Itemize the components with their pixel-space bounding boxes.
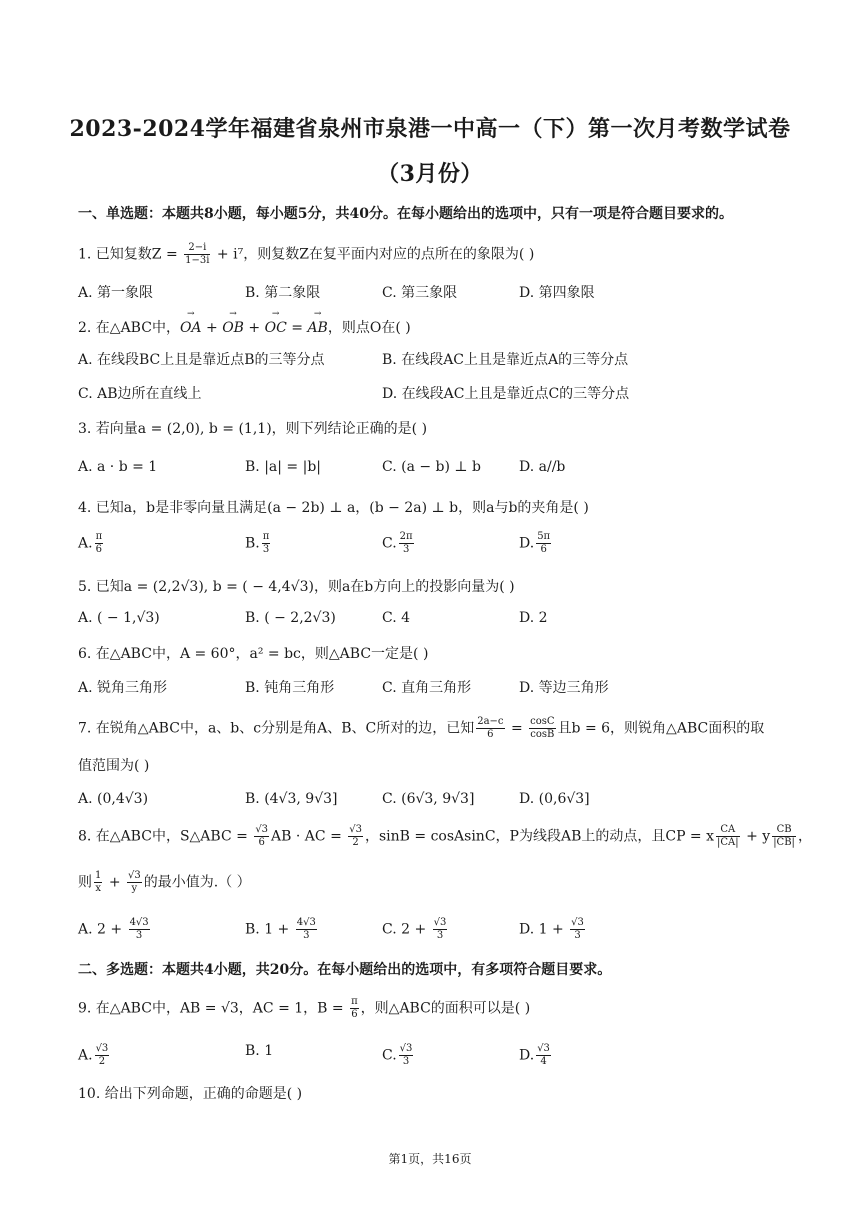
q2-text-end: ，则点O在( ) (327, 320, 411, 336)
question-9: 9. 在△ABC中，AB = √3，AC = 1，B = $\frac{\pi}{6}$ ，则△ABC的面积可以是( ) (78, 996, 531, 1020)
q2-options-row2 (78, 383, 818, 407)
q7-option-c[interactable]: C. (6√3, 9√3] (382, 791, 475, 807)
q5-option-a[interactable]: A. ( − 1,√3) (78, 610, 160, 626)
q5-option-c[interactable]: C. 4 (382, 610, 411, 626)
q4-option-b[interactable]: B. $\frac{\pi}{3}$ (245, 531, 270, 555)
q6-option-b[interactable]: B. 钝角三角形 (245, 680, 335, 696)
q8-option-c[interactable]: C. 2 + $\frac{√3}{3}$ (382, 917, 447, 941)
question-5: 5. 已知a = (2,2√3), b = ( − 4,4√3)，则a在b方向上的投影向量为( ) (78, 579, 515, 595)
q2-option-b[interactable]: B. 在线段AC上且是靠近点A的三等分点 (382, 352, 629, 368)
q4-option-d[interactable]: D. $\frac{5\pi}{6}$ (519, 531, 551, 555)
q1-option-b[interactable]: B. 第二象限 (245, 285, 321, 301)
question-10: 10. 给出下列命题，正确的命题是( ) (78, 1086, 303, 1102)
q2-option-c[interactable]: C. AB边所在直线上 (78, 386, 202, 402)
q3-options (78, 459, 818, 483)
question-7-line1: 7. 在锐角△ABC中，a、b、c分别是角A、B、C所对的边，已知 $\frac{2a-c}{6}$ = $\frac{\cos C}{\cos B}$ 且b = 6，则锐角△ABC面积的取 (78, 716, 765, 740)
q1-text-end: + i⁷，则复数Z在复平面内对应的点所在的象限为( ) (212, 246, 535, 263)
q5-option-b[interactable]: B. ( − 2,2√3) (245, 610, 336, 626)
q9-option-d[interactable]: D. $\frac{√3}{4}$ (519, 1043, 550, 1067)
q5-option-d[interactable]: D. 2 (519, 610, 548, 626)
exam-title-line2: （3月份） (377, 161, 483, 187)
q9-option-a[interactable]: A. $\frac{√3}{2}$ (78, 1043, 109, 1067)
q4-option-c[interactable]: C. $\frac{2\pi}{3}$ (382, 531, 413, 555)
q4-options (78, 531, 818, 555)
q7-options (78, 791, 818, 815)
q6-option-c[interactable]: C. 直角三角形 (382, 680, 472, 696)
question-8-line1: 8. 在△ABC中，S△ABC = $\frac{√3}{6}$ AB · AC = $\frac{√3}{2}$ ，sinB = cosAsinC，P为线段AB上的动点，且CP = x $\frac{CA}{|CA|}$ + y $\frac{CB}{|CB|}$ ， (78, 824, 812, 848)
q9-option-b[interactable]: B. 1 (245, 1043, 274, 1059)
q7-option-b[interactable]: B. (4√3, 9√3] (245, 791, 338, 807)
question-7-line2: 值范围为( ) (78, 758, 150, 774)
q2-option-d[interactable]: D. 在线段AC上且是靠近点C的三等分点 (382, 386, 630, 402)
q2-option-a[interactable]: A. 在线段BC上且是靠近点B的三等分点 (78, 352, 325, 368)
question-4: 4. 已知a，b是非零向量且满足(a − 2b) ⊥ a，(b − 2a) ⊥ b，则a与b的夹角是( ) (78, 500, 589, 516)
q3-option-a[interactable]: A. a · b = 1 (78, 459, 158, 475)
q8-options (78, 917, 818, 941)
vector-oa: → OA (180, 320, 202, 336)
question-1 (78, 242, 800, 267)
q7-fraction-1: $\frac{2a-c}{6}$ (477, 716, 504, 740)
q7-fraction-2: $\frac{\cos C}{\cos B}$ (530, 716, 555, 740)
q8-option-b[interactable]: B. 1 + $\frac{4√3}{3}$ (245, 917, 316, 941)
vector-ob: → OB (222, 320, 244, 336)
q6-option-d[interactable]: D. 等边三角形 (519, 680, 609, 696)
vector-ab: → AB (307, 320, 327, 336)
q8-option-a[interactable]: A. 2 + $\frac{4√3}{3}$ (78, 917, 149, 941)
section-multiple-choice-heading: 二、多选题：本题共4小题，共20分。在每小题给出的选项中，有多项符合题目要求。 (78, 962, 612, 978)
q6-option-a[interactable]: A. 锐角三角形 (78, 680, 168, 696)
q2-text-start: 2. 在△ABC中， (78, 320, 180, 336)
q7-option-d[interactable]: D. (0,6√3] (519, 791, 590, 807)
q3-option-c[interactable]: C. (a − b) ⊥ b (382, 459, 482, 475)
question-8-line2: 则 $\frac{1}{x}$ + $\frac{√3}{y}$ 的最小值为.（ ） (78, 870, 251, 894)
q7-option-a[interactable]: A. (0,4√3) (78, 791, 149, 807)
question-2: 2. 在△ABC中，→ OA + → OB + → OC = → AB，则点O在( ) (78, 317, 800, 337)
q1-option-d[interactable]: D. 第四象限 (519, 285, 595, 301)
exam-title-line1: 2023-2024学年福建省泉州市泉港一中高一（下）第一次月考数学试卷 (69, 116, 791, 142)
question-3: 3. 若向量a = (2,0), b = (1,1)，则下列结论正确的是( ) (78, 421, 428, 437)
q9-option-c[interactable]: C. $\frac{√3}{3}$ (382, 1043, 413, 1067)
q2-options-row1 (78, 349, 818, 373)
q1-text-start: 1. 已知复数Z = (78, 246, 183, 263)
q6-options (78, 677, 818, 701)
q8-option-d[interactable]: D. 1 + $\frac{√3}{3}$ (519, 917, 584, 941)
q1-option-a[interactable]: A. 第一象限 (78, 285, 154, 301)
q5-options (78, 610, 818, 634)
vector-oc: → OC (265, 320, 287, 336)
q9-options (78, 1043, 818, 1067)
q4-option-a[interactable]: A. $\frac{\pi}{6}$ (78, 531, 103, 555)
section-single-choice-heading: 一、单选题：本题共8小题，每小题5分，共40分。在每小题给出的选项中，只有一项是符合题目要求的。 (78, 206, 733, 222)
question-6: 6. 在△ABC中，A = 60°，a² = bc，则△ABC一定是( ) (78, 646, 429, 662)
q3-option-d[interactable]: D. a//b (519, 459, 566, 475)
q1-fraction: $\frac{2-i}{1-3i}$ (185, 242, 210, 266)
q1-options (78, 282, 818, 306)
q3-option-b[interactable]: B. |a| = |b| (245, 459, 321, 475)
page-footer: 第1页，共16页 (388, 1152, 472, 1166)
q1-option-c[interactable]: C. 第三象限 (382, 285, 458, 301)
